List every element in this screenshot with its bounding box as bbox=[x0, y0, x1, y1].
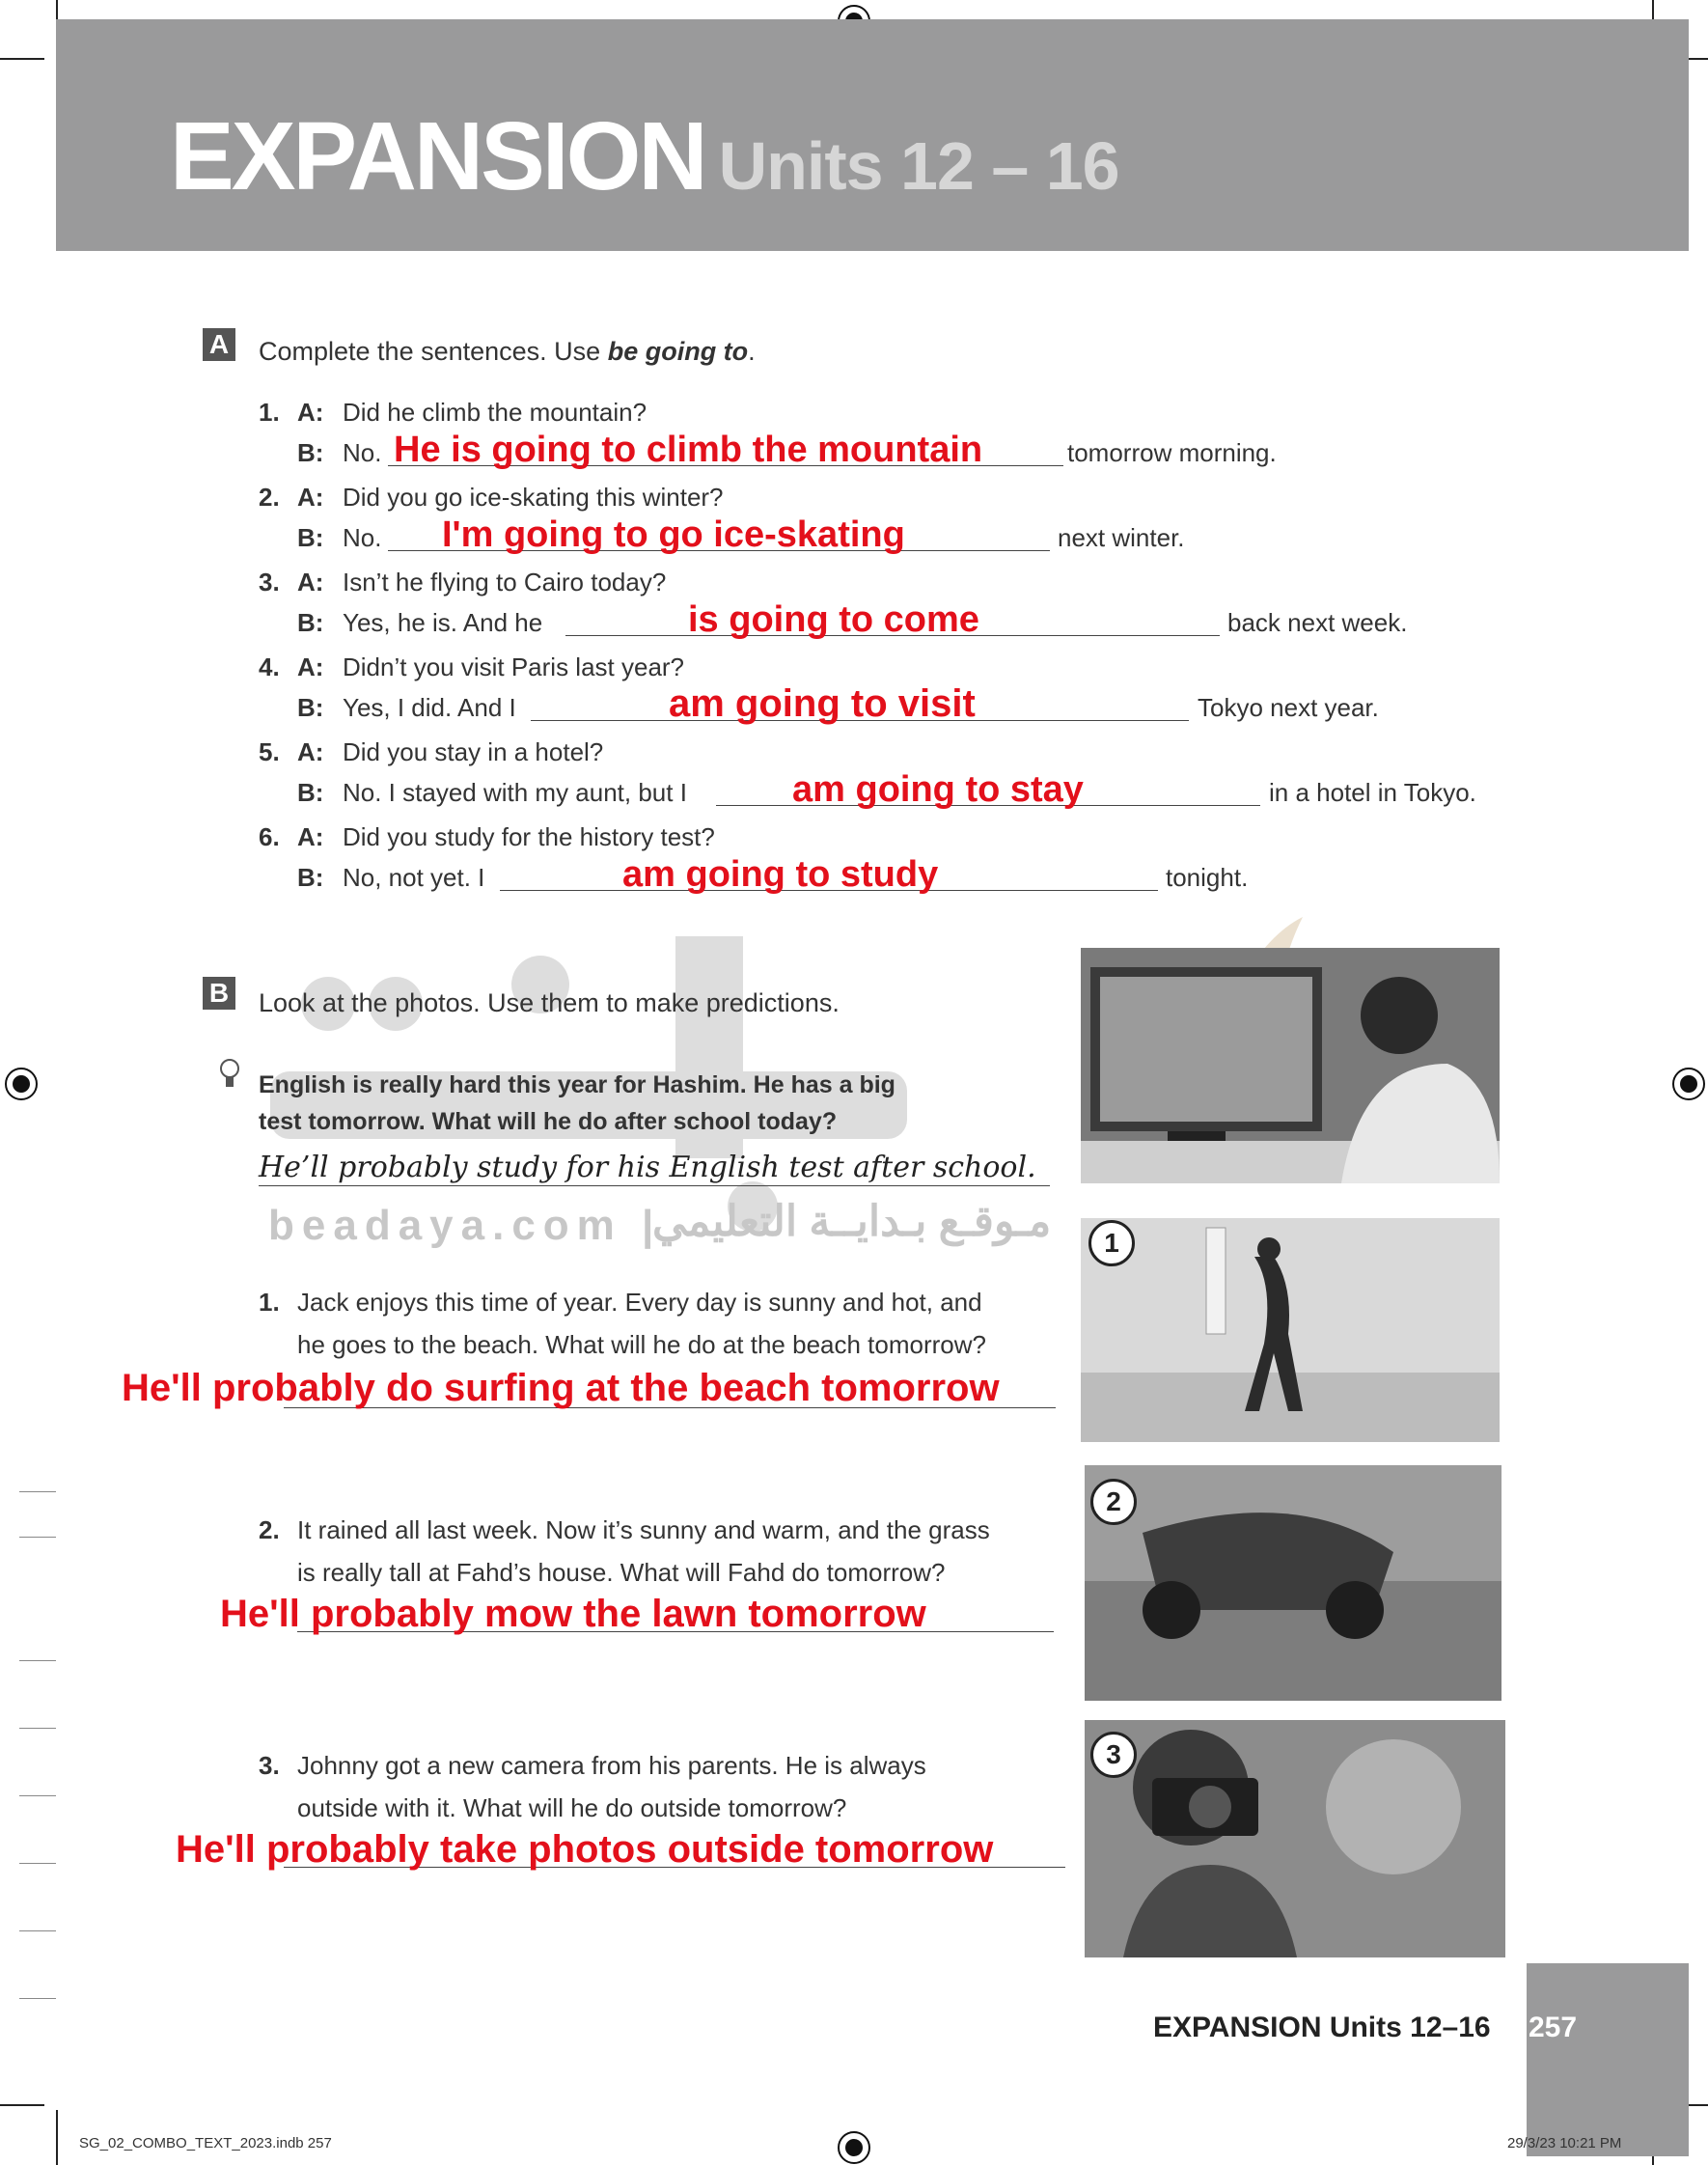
crop-mark bbox=[0, 58, 44, 60]
answer-suffix: in a hotel in Tokyo. bbox=[1269, 778, 1476, 807]
filled-answer: I'm going to go ice-skating bbox=[442, 514, 905, 555]
filled-answer: He'll probably mow the lawn tomorrow bbox=[220, 1593, 926, 1635]
answer-prefix: No. bbox=[343, 523, 382, 552]
question-number: 2. bbox=[259, 483, 280, 512]
speaker-label: B: bbox=[297, 863, 324, 892]
answer-prefix: No, not yet. I bbox=[343, 863, 485, 892]
answer-prefix: No. I stayed with my aunt, but I bbox=[343, 778, 687, 807]
question-text: Did you stay in a hotel? bbox=[343, 737, 604, 766]
question-text: is really tall at Fahd’s house. What will Fahd do tomorrow? bbox=[297, 1558, 946, 1587]
speaker-label: A: bbox=[297, 822, 324, 851]
question-number: 6. bbox=[259, 822, 280, 851]
crop-mark bbox=[56, 2110, 58, 2165]
answer-suffix: tonight. bbox=[1166, 863, 1249, 892]
question-number: 1. bbox=[259, 398, 280, 427]
filled-answer: He is going to climb the mountain bbox=[394, 430, 983, 470]
speaker-label: B: bbox=[297, 438, 324, 467]
photo-boy-at-computer bbox=[1081, 948, 1500, 1183]
crop-mark bbox=[0, 2104, 44, 2106]
answer-prefix: Yes, I did. And I bbox=[343, 693, 516, 722]
margin-tick bbox=[19, 1660, 56, 1661]
registration-mark-icon bbox=[838, 2131, 870, 2164]
section-a-instruction: Complete the sentences. Use be going to. bbox=[259, 337, 756, 366]
question-text: Did he climb the mountain? bbox=[343, 398, 647, 427]
watermark-arabic: مـوقـع بـدايــة التعليمي bbox=[652, 1198, 1052, 1245]
photo-lawn-mower bbox=[1085, 1465, 1501, 1701]
example-prompt-line2: test tomorrow. What will he do after school today? bbox=[259, 1108, 838, 1135]
lightbulb-icon bbox=[218, 1058, 241, 1093]
photo-number-badge: 3 bbox=[1090, 1732, 1137, 1778]
answer-suffix: next winter. bbox=[1058, 523, 1185, 552]
photo-surfer bbox=[1081, 1218, 1500, 1442]
question-text: Johnny got a new camera from his parents. He is always bbox=[297, 1751, 926, 1780]
question-text: Didn’t you visit Paris last year? bbox=[343, 652, 685, 681]
question-number: 1. bbox=[259, 1288, 280, 1317]
margin-tick bbox=[19, 1491, 56, 1492]
example-answer: He’ll probably study for his English test after school. bbox=[259, 1151, 1036, 1184]
question-number: 4. bbox=[259, 652, 280, 681]
title-subtitle: Units 12 – 16 bbox=[718, 128, 1119, 204]
registration-mark-icon bbox=[5, 1068, 38, 1100]
speaker-label: B: bbox=[297, 523, 324, 552]
photo-boy-with-camera bbox=[1085, 1720, 1505, 1957]
margin-tick bbox=[19, 1795, 56, 1796]
filled-answer: am going to stay bbox=[792, 769, 1084, 810]
answer-suffix: Tokyo next year. bbox=[1198, 693, 1379, 722]
margin-tick bbox=[19, 1863, 56, 1864]
example-prompt-line1: English is really hard this year for Hashim. He has a big bbox=[259, 1071, 895, 1098]
question-text: he goes to the beach. What will he do at the beach tomorrow? bbox=[297, 1330, 986, 1359]
speaker-label: A: bbox=[297, 737, 324, 766]
example-answer-line bbox=[259, 1185, 1050, 1186]
filled-answer: am going to visit bbox=[669, 682, 976, 725]
speaker-label: A: bbox=[297, 652, 324, 681]
question-text: It rained all last week. Now it’s sunny and warm, and the grass bbox=[297, 1515, 990, 1544]
margin-tick bbox=[19, 1537, 56, 1538]
question-number: 3. bbox=[259, 1751, 280, 1780]
speaker-label: B: bbox=[297, 778, 324, 807]
margin-tick bbox=[19, 1728, 56, 1729]
speaker-label: B: bbox=[297, 693, 324, 722]
question-text: Did you study for the history test? bbox=[343, 822, 715, 851]
question-text: outside with it. What will he do outside tomorrow? bbox=[297, 1793, 847, 1822]
section-b-label: B bbox=[203, 977, 235, 1010]
speaker-label: A: bbox=[297, 398, 324, 427]
section-a-label: A bbox=[203, 328, 235, 361]
speaker-label: A: bbox=[297, 483, 324, 512]
title-main: EXPANSION bbox=[170, 102, 705, 210]
page-number: 257 bbox=[1529, 2012, 1578, 2043]
answer-prefix: No. bbox=[343, 438, 382, 467]
section-b-instruction: Look at the photos. Use them to make predictions. bbox=[259, 988, 840, 1017]
watermark-site: beadaya.com | bbox=[268, 1202, 662, 1249]
page-title bbox=[170, 102, 1119, 210]
speaker-label: B: bbox=[297, 608, 324, 637]
answer-suffix: tomorrow morning. bbox=[1067, 438, 1277, 467]
question-text: Jack enjoys this time of year. Every day is sunny and hot, and bbox=[297, 1288, 982, 1317]
question-number: 3. bbox=[259, 568, 280, 597]
question-text: Did you go ice-skating this winter? bbox=[343, 483, 724, 512]
answer-suffix: back next week. bbox=[1227, 608, 1408, 637]
footer-page-tab bbox=[1527, 1963, 1689, 2156]
filled-answer: He'll probably take photos outside tomorrow bbox=[176, 1828, 994, 1871]
registration-mark-icon bbox=[1672, 1068, 1705, 1100]
question-number: 5. bbox=[259, 737, 280, 766]
filled-answer: He'll probably do surfing at the beach tomorrow bbox=[122, 1367, 1000, 1409]
photo-number-badge: 2 bbox=[1090, 1479, 1137, 1525]
speaker-label: A: bbox=[297, 568, 324, 597]
filled-answer: is going to come bbox=[688, 599, 979, 640]
margin-tick bbox=[19, 1998, 56, 1999]
footer-title: EXPANSION Units 12–16 bbox=[1153, 2012, 1491, 2043]
answer-prefix: Yes, he is. And he bbox=[343, 608, 543, 637]
print-slug-right: 29/3/23 10:21 PM bbox=[1507, 2135, 1622, 2151]
question-text: Isn’t he flying to Cairo today? bbox=[343, 568, 667, 597]
question-number: 2. bbox=[259, 1515, 280, 1544]
filled-answer: am going to study bbox=[622, 854, 939, 895]
photo-number-badge: 1 bbox=[1088, 1220, 1135, 1266]
margin-tick bbox=[19, 1930, 56, 1931]
print-slug-left: SG_02_COMBO_TEXT_2023.indb 257 bbox=[79, 2135, 332, 2151]
